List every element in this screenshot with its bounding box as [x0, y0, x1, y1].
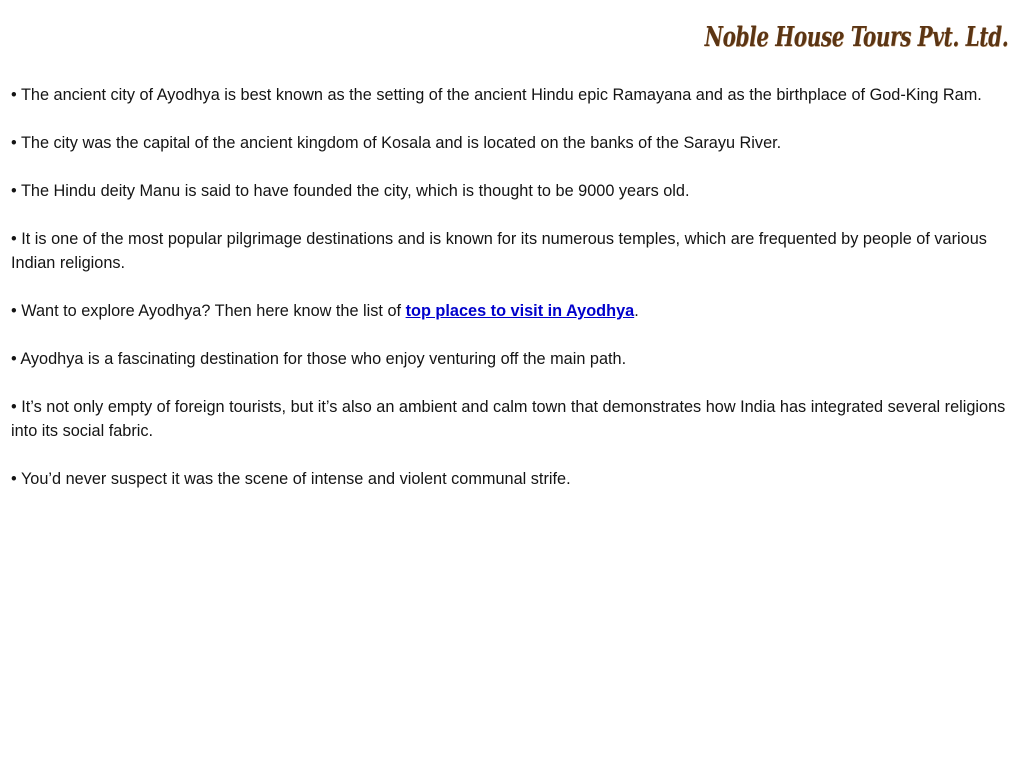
paragraph-text-end: . [634, 302, 639, 320]
paragraph-text: Want to explore Ayodhya? Then here know the list of [21, 302, 406, 320]
bullet-list [11, 83, 1014, 515]
bullet-paragraph-with-link [11, 299, 1014, 323]
bullet-marker: • [11, 230, 17, 248]
bullet-paragraph [11, 83, 1014, 107]
bullet-paragraph [11, 131, 1014, 155]
bullet-paragraph [11, 227, 1014, 275]
bullet-marker: • [11, 350, 17, 368]
paragraph-text: The city was the capital of the ancient kingdom of Kosala and is located on the banks of the Sarayu River. [20, 134, 782, 152]
top-places-link[interactable]: top places to visit in Ayodhya [405, 302, 635, 320]
bullet-paragraph [11, 467, 1014, 491]
bullet-marker: • [11, 86, 17, 104]
bullet-marker: • [11, 398, 17, 416]
paragraph-text: The Hindu deity Manu is said to have founded the city, which is thought to be 9000 years old. [20, 182, 690, 200]
bullet-marker: • [11, 470, 17, 488]
paragraph-text: Ayodhya is a fascinating destination for those who enjoy venturing off the main path. [20, 350, 627, 368]
paragraph-text: The ancient city of Ayodhya is best known as the setting of the ancient Hindu epic Ramayana and as the birthplace of God-King Ram. [20, 86, 982, 104]
paragraph-text: You’d never suspect it was the scene of intense and violent communal strife. [20, 470, 571, 488]
bullet-paragraph [11, 347, 1014, 371]
bullet-paragraph [11, 179, 1014, 203]
paragraph-text: It is one of the most popular pilgrimage destinations and is known for its numerous temples, which are frequented by people of various Indian religions. [11, 230, 987, 272]
bullet-marker: • [11, 302, 17, 320]
bullet-paragraph [11, 395, 1014, 443]
bullet-marker: • [11, 134, 17, 152]
company-logo: Noble House Tours Pvt. Ltd. [704, 22, 1008, 53]
bullet-marker: • [11, 182, 17, 200]
paragraph-text: It’s not only empty of foreign tourists, but it’s also an ambient and calm town that demonstrates how India has integrated several religions into its social fabric. [11, 398, 1006, 440]
